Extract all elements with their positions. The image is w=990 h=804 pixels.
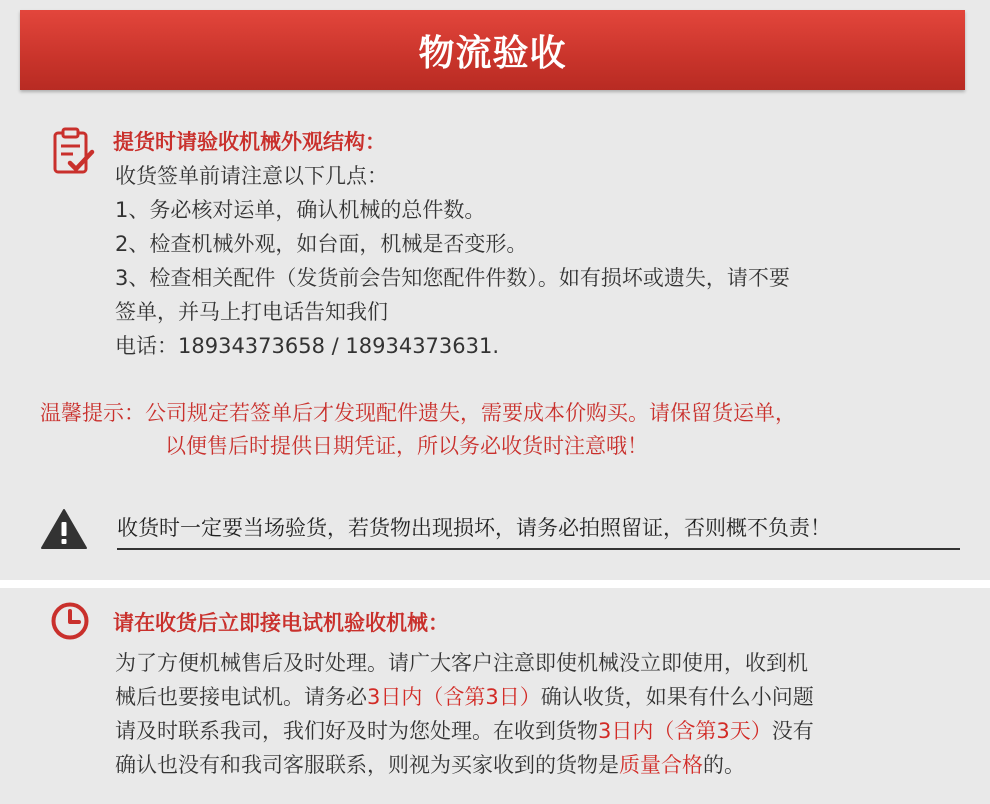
deadline-highlight: 3日内（含第3日） (367, 685, 541, 709)
inspection-list (115, 159, 790, 363)
inspection-line: 2、检查机械外观，如台面，机械是否变形。 (115, 232, 528, 256)
inspection-line: 收货签单前请注意以下几点： (115, 164, 388, 188)
inspection-heading: 提货时请验收机械外观结构： (113, 130, 386, 154)
trial-text: 的。 (703, 753, 745, 777)
inspection-line: 签单，并马上打电话告知我们 (115, 300, 388, 324)
quality-highlight: 质量合格 (619, 753, 703, 777)
trial-line (115, 680, 814, 714)
trial-text: 没有 (771, 719, 814, 743)
trial-text: 确认收货，如果有什么小问题 (540, 685, 814, 709)
inspection-line: 1、务必核对运单，确认机械的总件数。 (115, 198, 486, 222)
trial-line (115, 748, 814, 782)
trial-text: 械后也要接电试机。请务必 (115, 685, 367, 709)
tip-line-1: 温馨提示：公司规定若签单后才发现配件遗失，需要成本价购买。请保留货运单， (40, 401, 796, 425)
trial-text: 确认也没有和我司客服联系，则视为买家收到的货物是 (115, 753, 619, 777)
warning-triangle-icon (40, 508, 88, 554)
phone-line: 电话：18934373658 / 18934373631. (115, 334, 500, 358)
trial-text: 请及时联系我司，我们好及时为您处理。在收到货物 (115, 719, 598, 743)
warning-text: 收货时一定要当场验货，若货物出现损坏，请务必拍照留证，否则概不负责！ (117, 512, 960, 550)
trial-paragraph (115, 646, 814, 782)
title-banner (20, 10, 965, 90)
page-title: 物流验收 (418, 32, 567, 74)
trial-line (115, 646, 814, 680)
trial-heading: 请在收货后立即接电试机验收机械： (113, 611, 449, 635)
trial-text: 为了方便机械售后及时处理。请广大客户注意即使机械没立即使用，收到机 (115, 651, 808, 675)
inspection-line: 3、检查相关配件（发货前会告知您配件件数）。如有损坏或遗失，请不要 (115, 266, 790, 290)
trial-line (115, 714, 814, 748)
deadline-highlight: 3日内（含第3天） (598, 719, 772, 743)
clock-icon (50, 601, 90, 645)
clipboard-check-icon (51, 126, 95, 180)
tip-line-2: 以便售后时提供日期凭证，所以务必收货时注意哦！ (165, 434, 648, 458)
